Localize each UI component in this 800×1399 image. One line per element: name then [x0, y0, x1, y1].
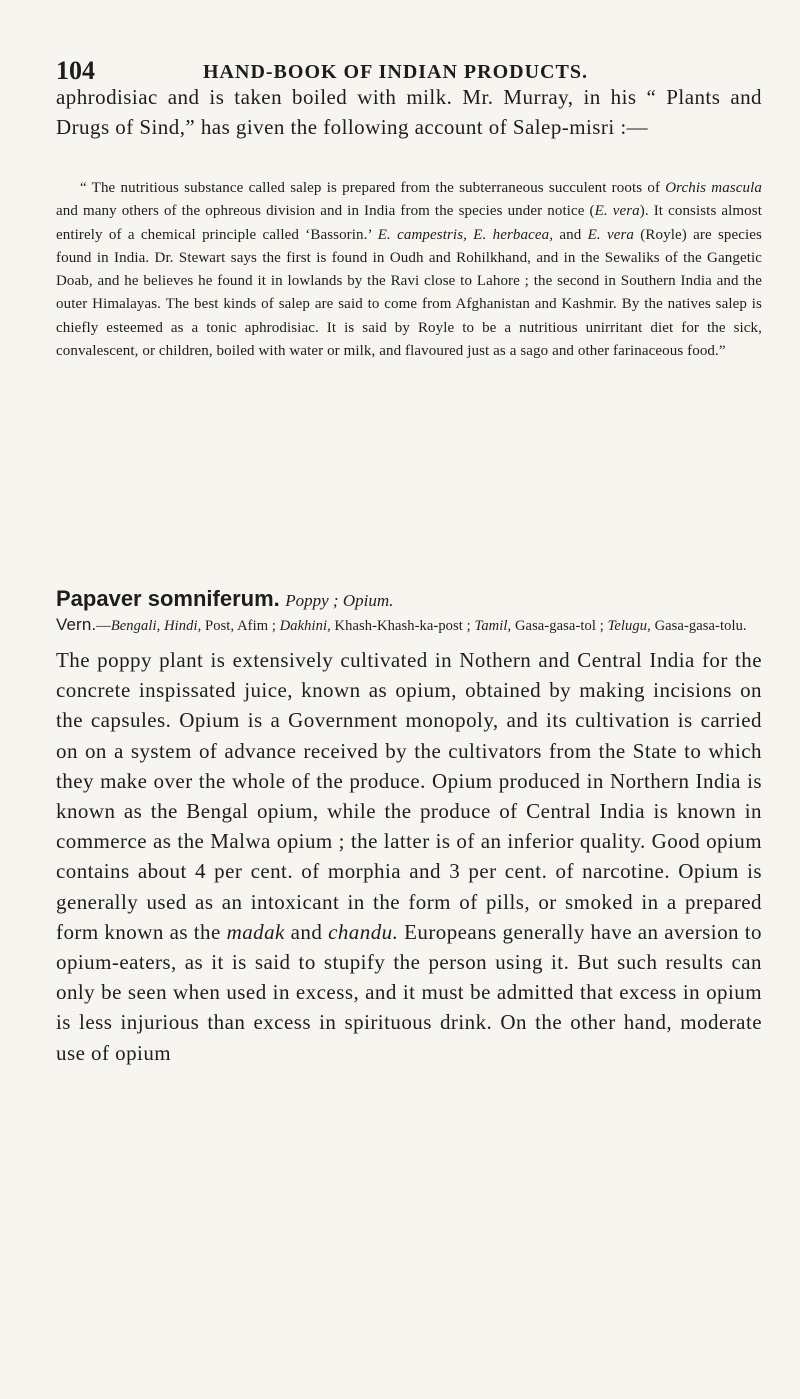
vern-label: Vern. — [56, 615, 97, 634]
vern-term: Gasa-gasa-tol ; — [511, 618, 608, 634]
quote-italic-species: E. campestris, E. herbacea, — [377, 226, 554, 243]
vern-language: Bengali, Hindi, — [110, 618, 202, 634]
quote-text — [56, 177, 762, 363]
vern-language: Telugu, — [607, 618, 651, 634]
vern-term: Post, Afim ; — [201, 618, 280, 634]
quote-segment: ). It consists almost entirely of a chemical principle called ‘Bassorin.’ — [56, 203, 762, 243]
main-segment: Europeans generally have an aversion to opium-eaters, as it is said to stupify the person using it. But such results can only be seen when used in excess, and it must be admitted that excess in opium is less injurious than excess in spirituous drink. On the other hand, moderate use of opium — [56, 919, 763, 1065]
vern-term: Khash-Khash-ka-post ; — [330, 618, 475, 634]
running-title: HAND-BOOK OF INDIAN PRODUCTS. — [203, 61, 588, 83]
species-name: Papaver somniferum. — [56, 586, 280, 611]
quote-segment: (Royle) are species found in India. Dr. Stewart says the first is found in Oudh and Rohilkhand, and in the Sewaliks of the Gangetic Doab, and he believes he found it in lowlands by the Ravi close to Lahore ; the second in Southern India and the outer Himalayas. The best kinds of salep are said to come from Afghanistan and Kashmir. By the natives salep is chiefly esteemed as a tonic aphrodisiac. It is said by Royle to be a nutritious unirritant diet for the sick, convalescent, or children, boiled with water or milk, and flavoured just as a sago and other farinaceous food.” — [56, 226, 762, 360]
quote-italic-species: E. vera — [587, 226, 635, 243]
main-text — [56, 645, 762, 1068]
main-segment: and — [284, 919, 329, 944]
quote-italic-orchis: Orchis mascula — [665, 180, 762, 196]
common-names: Poppy ; Opium. — [285, 591, 394, 610]
quote-segment: and many others of the ophreous division and in India from the species under notice ( — [56, 203, 595, 220]
quote-segment: and — [553, 226, 588, 243]
vern-dash: — — [96, 618, 111, 634]
entry-heading — [56, 585, 762, 615]
vern-language: Tamil, — [474, 618, 512, 634]
vernacular-names — [56, 614, 762, 637]
main-segment: The poppy plant is extensively cultivated in Nothern and Central India for the concrete inspissated juice, known as opium, obtained by making incisions on the capsules. Opium is a Government monopoly, and its cultivation is carried on on a system of advance received by the cultivators from the State to which they make over the whole of the produce. Opium produced in Northern India is known as the Bengal opium, while the produce of Central India is known in commerce as the Malwa opium ; the latter is of an inferior quality. Good opium contains about 4 per cent. of morphia and 3 per cent. of narcotine. Opium is generally used as an intoxicant in the form of pills, or smoked in a prepared form known as the — [56, 648, 762, 944]
quote-segment: “ The nutritious substance called salep is prepared from the subterraneous succulent roots of — [80, 180, 666, 196]
intro-text: aphrodisiac and is taken boiled with milk. Mr. Murray, in his “ Plants and Drugs of Sind,” has given the following account of Salep-misri :— — [56, 85, 762, 140]
page-number: 104 — [56, 56, 95, 85]
term-chandu: chandu. — [328, 919, 399, 944]
quote-italic-species: E. vera — [594, 203, 640, 220]
main-paragraph — [56, 645, 762, 1068]
quoted-passage — [56, 177, 762, 363]
term-madak: madak — [226, 919, 285, 944]
vern-language: Dakhini, — [279, 618, 331, 634]
intro-paragraph — [56, 82, 762, 142]
vern-term: Gasa-gasa-tolu. — [650, 618, 747, 634]
